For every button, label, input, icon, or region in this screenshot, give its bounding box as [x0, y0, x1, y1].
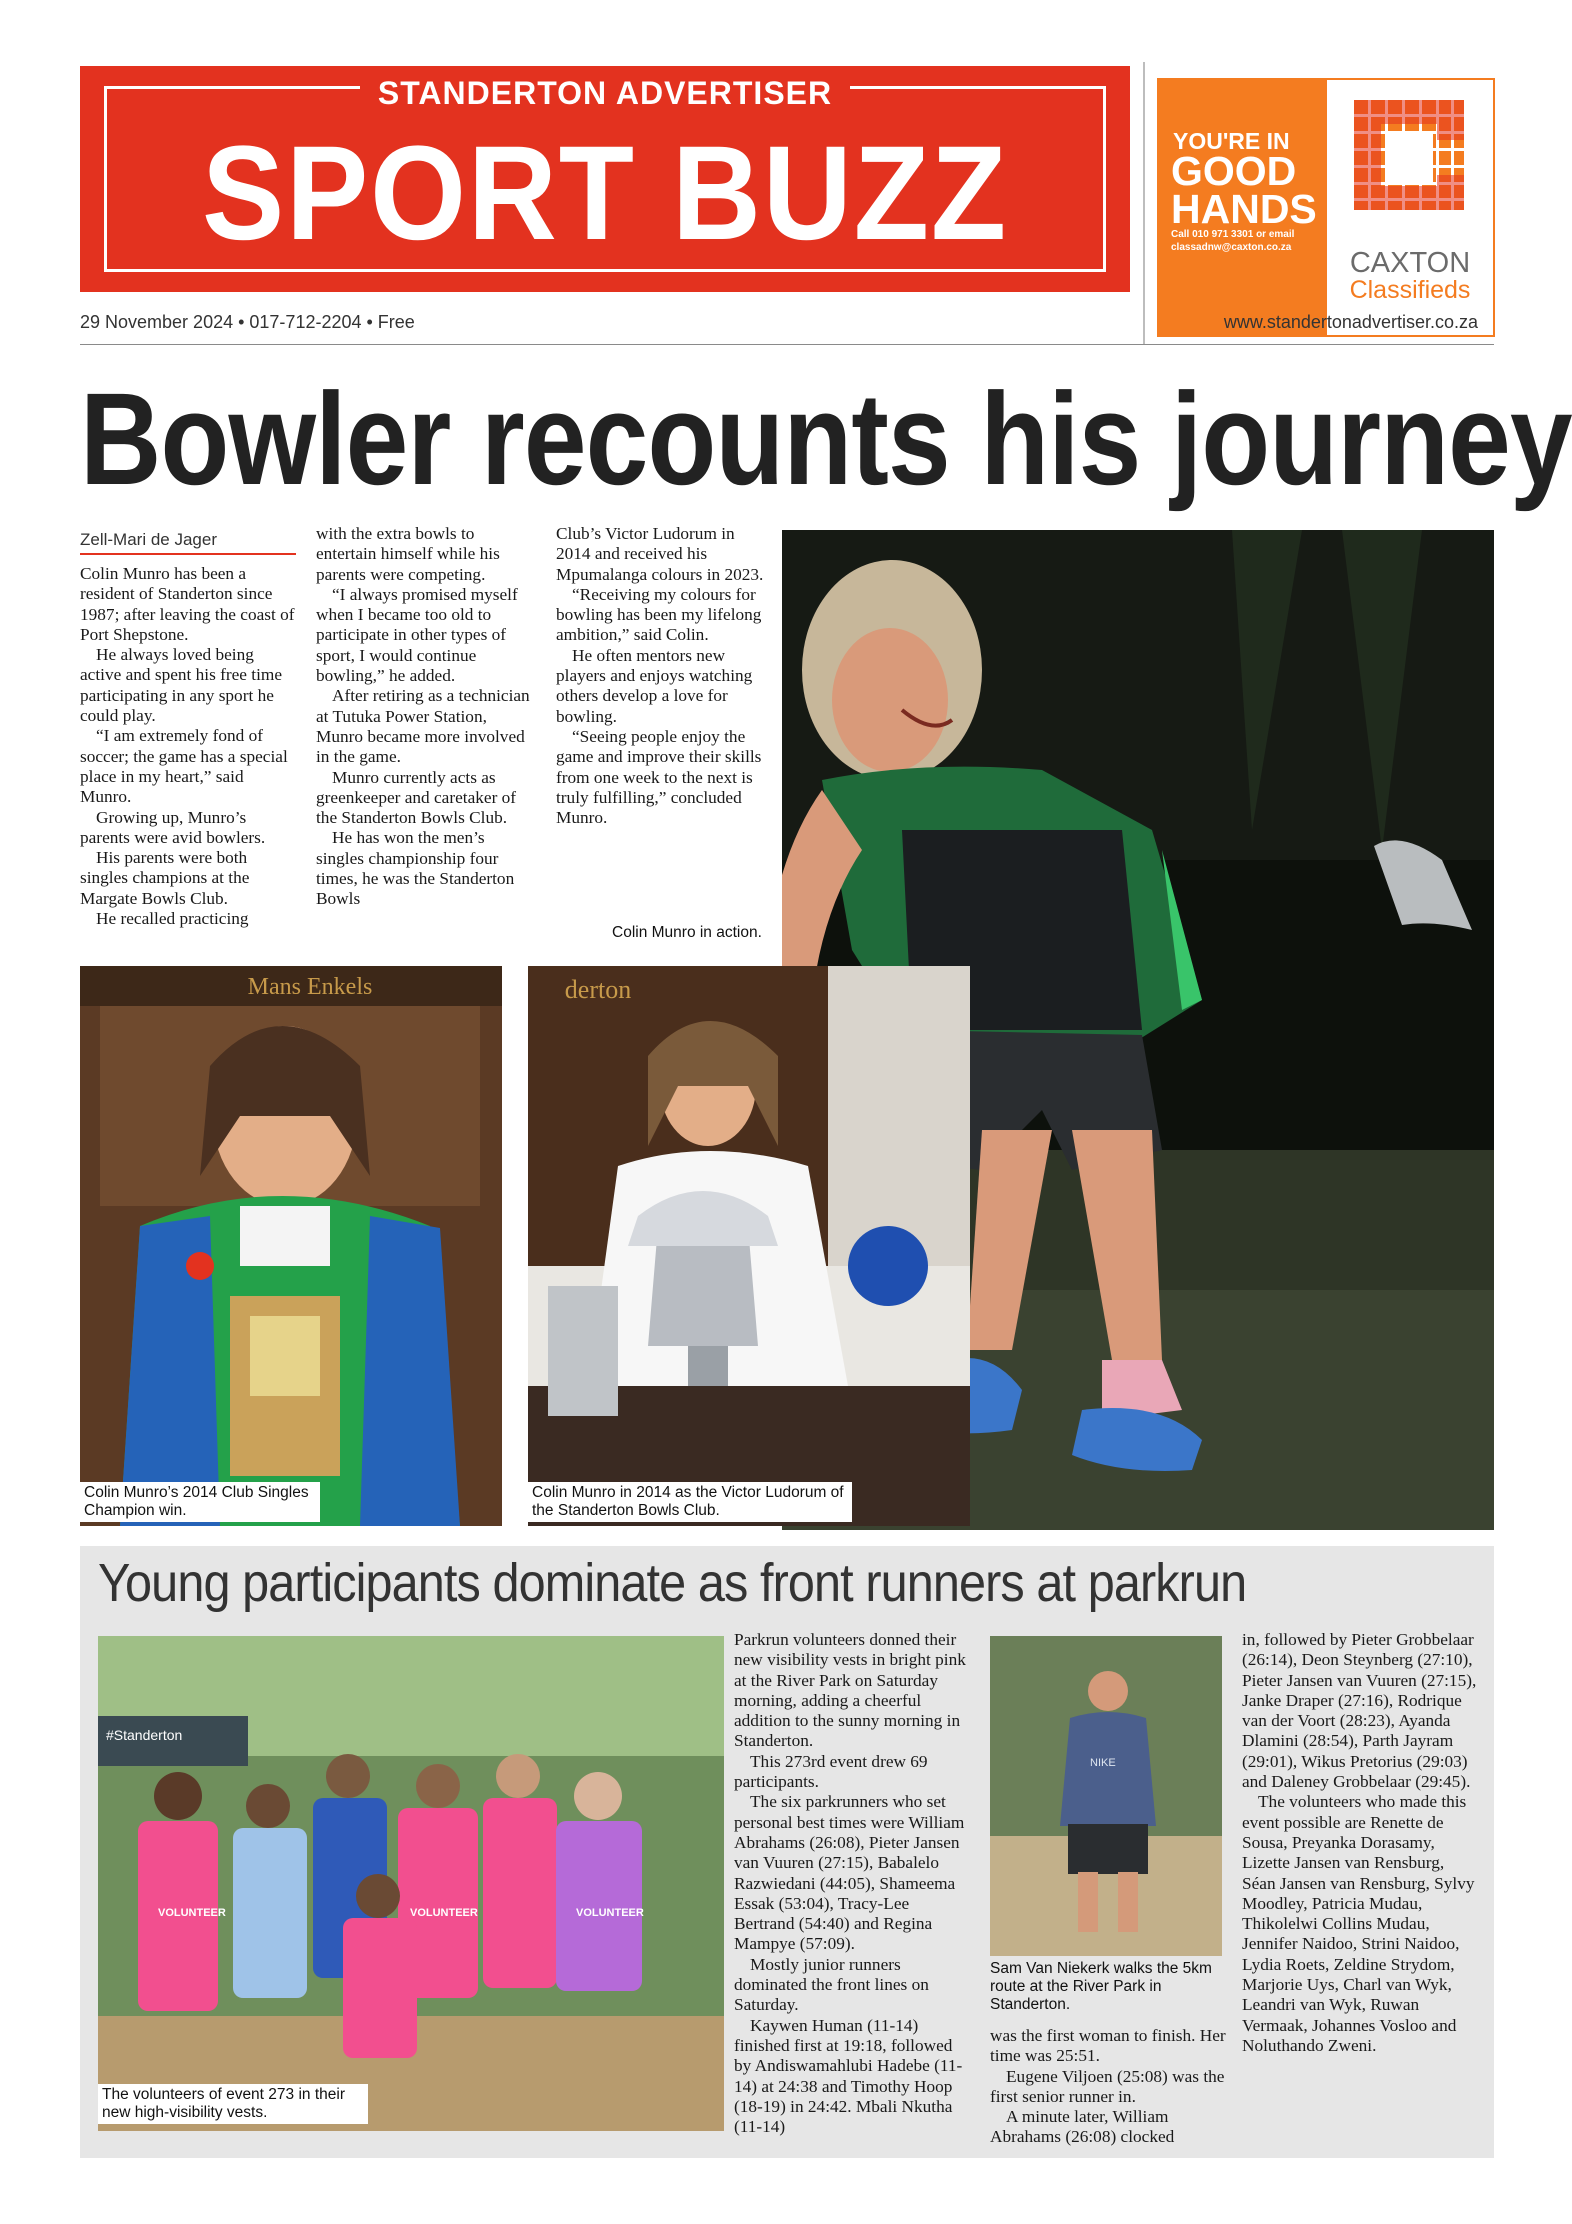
story2-column-1 — [734, 1630, 970, 2137]
headline: Bowler recounts his journey — [80, 365, 1572, 512]
advert-contact: Call 010 971 3301 or email classadnw@caxton.co.za — [1171, 229, 1295, 253]
caption-trophy-photo: Colin Munro’s 2014 Club Singles Champion win. — [80, 1482, 320, 1522]
parkrun-headline: Young participants dominate as front runners at parkrun — [98, 1553, 1247, 1613]
paragraph: He often mentors new players and enjoys watching others develop a love for bowling. — [556, 645, 753, 726]
paragraph: The volunteers who made this event possible are Renette de Sousa, Preyanka Dorasamy, Lizette Jansen van Rensburg, Séan Jansen van Rensburg, Sylvy Moodley, Patricia Mudau, Thikolelwi Collins Mudau, Jennifer Naidoo, Strini Naidoo, Lydia Roets, Zeldine Strydom, Marjorie Uys, Charl van Wyk, Leandri van Wyk, Ruwan Vermaak, Johannes Vosloo and Noluthando Zweni. — [1242, 1792, 1475, 2055]
vest-text: VOLUNTEER — [158, 1907, 226, 1919]
story2-column-2 — [990, 2026, 1226, 2148]
caxton-advert[interactable] — [1157, 78, 1495, 337]
paragraph: with the extra bowls to entertain himself while his parents were competing. — [316, 524, 500, 584]
advert-line-1: YOU'RE IN — [1173, 128, 1290, 154]
vest-text: VOLUNTEER — [576, 1907, 644, 1919]
trophy-photo-2014-singles — [80, 966, 502, 1526]
header-rule — [80, 344, 1494, 345]
paragraph: “Seeing people enjoy the game and improve their skills from one week to the next is truly fulfilling,” concluded Munro. — [556, 726, 762, 828]
byline: Zell-Mari de Jager — [80, 530, 296, 555]
dateline: 29 November 2024 • 017-712-2204 • Free — [80, 312, 415, 332]
shirt-text: NIKE — [1090, 1757, 1116, 1769]
advert-line-2: GOOD — [1171, 148, 1297, 194]
paragraph: Parkrun volunteers donned their new visibility vests in bright pink at the River Park on Saturday morning, adding a cheerful addition to the sunny morning in Standerton. — [734, 1630, 966, 1751]
volunteers-group-photo — [98, 1636, 724, 2131]
walker-illustration — [990, 1636, 1222, 1956]
paragraph: “I am extremely fond of soccer; the game has a special place in my heart,” said Munro. — [80, 726, 288, 807]
masthead-banner — [80, 66, 1130, 292]
caxton-logo-box — [1325, 78, 1495, 337]
paragraph: was the first woman to finish. Her time was 25:51. — [990, 2026, 1226, 2066]
caption-walker: Sam Van Niekerk walks the 5km route at the River Park in Standerton. — [990, 1960, 1212, 2013]
paragraph: The six parkrunners who set personal best times were William Abrahams (26:08), Pieter Jansen van Vuuren (27:15), Babalelo Razwiedani (44:05), Shameema Essak (53:04), Tracy-Lee Bertrand (54:40) and Regina Mampye (57:09). — [734, 1792, 965, 1954]
paragraph: His parents were both singles champions at the Margate Bowls Club. — [80, 848, 250, 908]
paragraph: Eugene Viljoen (25:08) was the first senior runner in. — [990, 2066, 1225, 2106]
board-text: derton — [564, 975, 632, 1004]
volunteers-illustration — [98, 1636, 724, 2131]
vest-text: VOLUNTEER — [410, 1907, 478, 1919]
victor-ludorum-illustration — [528, 966, 970, 1526]
website-link[interactable]: www.standertonadvertiser.co.za — [1223, 312, 1478, 332]
paragraph: After retiring as a technician at Tutuka Power Station, Munro became more involved in the game. — [316, 686, 530, 767]
caption-victor-ludorum: Colin Munro in 2014 as the Victor Ludorum of the Standerton Bowls Club. — [528, 1482, 852, 1522]
paragraph: Club’s Victor Ludorum in 2014 and received his Mpumalanga colours in 2023. — [556, 524, 764, 584]
paragraph: He recalled practicing — [96, 909, 249, 929]
trophy-photo-illustration — [80, 966, 502, 1526]
paragraph: He has won the men’s singles championship four times, he was the Standerton Bowls — [316, 828, 515, 909]
advert-line-3: HANDS — [1171, 186, 1317, 232]
publication-name: STANDERTON ADVERTISER — [107, 75, 1103, 112]
board-text: Mans Enkels — [247, 974, 373, 1000]
story1-column-2 — [316, 524, 536, 910]
paragraph: Growing up, Munro’s parents were avid bowlers. — [80, 807, 266, 847]
paragraph: A minute later, William Abrahams (26:08) clocked — [990, 2107, 1175, 2147]
section-title: SPORT BUZZ — [201, 119, 1009, 268]
victor-ludorum-photo — [528, 966, 970, 1526]
caption-main-photo: Colin Munro in action. — [612, 924, 762, 941]
paragraph: Mostly junior runners dominated the front lines on Saturday. — [734, 1954, 929, 2015]
paragraph: Colin Munro has been a resident of Standerton since 1987; after leaving the coast of Port Shepstone. — [80, 564, 295, 644]
masthead-frame — [104, 75, 1106, 272]
walker-photo — [990, 1636, 1222, 1956]
advert-brand-sub: Classifieds — [1349, 276, 1471, 304]
paragraph: He always loved being active and spent his free time participating in any sport he could play. — [80, 645, 283, 726]
paragraph: Munro currently acts as greenkeeper and caretaker of the Standerton Bowls Club. — [316, 767, 517, 828]
banner-text: #Standerton — [106, 1727, 183, 1743]
paragraph: in, followed by Pieter Grobbelaar (26:14), Deon Steynberg (27:10), Pieter Jansen van Vuuren (27:15), Janke Draper (27:16), Rodrique van der Voort (28:23), Ayanda Dlamini (28:54), Parth Jayram (29:01), Wikus Pretorius (29:03) and Daleney Grobbelaar (29:45). — [1242, 1630, 1477, 1792]
paragraph: This 273rd event drew 69 participants. — [734, 1751, 928, 1792]
story1-column-3 — [556, 524, 772, 828]
story2-column-3 — [1242, 1630, 1478, 2056]
caxton-logo-icon — [1327, 80, 1497, 250]
paragraph: “Receiving my colours for bowling has been my lifelong ambition,” said Colin. — [556, 584, 762, 645]
story1-column-1 — [80, 564, 296, 929]
caption-volunteers: The volunteers of event 273 in their new high-visibility vests. — [98, 2084, 368, 2124]
paragraph: “I always promised myself when I became too old to participate in other types of sport, I would continue bowling,” he added. — [316, 584, 518, 686]
paragraph: Kaywen Human (11-14) finished first at 19:18, followed by Andiswamahlubi Hadebe (11-14) at 24:38 and Timothy Hoop (18-19) in 24:42. Mbali Nkutha (11-14) — [734, 2015, 963, 2137]
advert-brand: CAXTON — [1349, 247, 1471, 279]
divider — [1143, 62, 1145, 344]
